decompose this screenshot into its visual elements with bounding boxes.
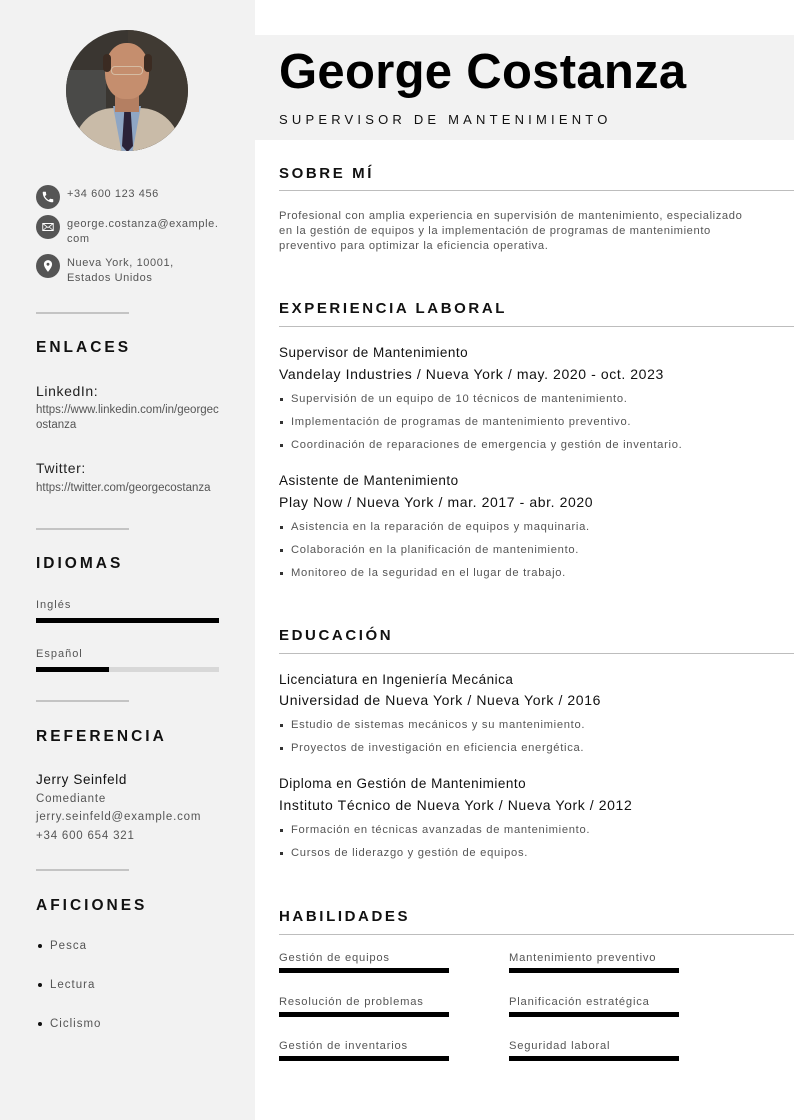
skills-heading: HABILIDADES — [279, 908, 411, 925]
skill-level-fill — [509, 1012, 679, 1017]
job-subtitle: Vandelay Industries / Nueva York / may. 2020 - oct. 2023 — [279, 366, 664, 382]
skill-name: Resolución de problemas — [279, 996, 424, 1008]
skill-level-bar — [279, 1056, 449, 1061]
candidate-role: SUPERVISOR DE MANTENIMIENTO — [279, 112, 612, 127]
degree-bullet: Proyectos de investigación en eficiencia energética. — [279, 742, 584, 754]
divider — [36, 869, 129, 871]
skill-name: Gestión de inventarios — [279, 1040, 408, 1052]
divider — [36, 700, 129, 702]
skill-level-fill — [279, 1056, 449, 1061]
contact-address — [36, 254, 236, 286]
language-level-bar — [36, 667, 219, 672]
section-rule — [279, 934, 794, 935]
language-level-bar — [36, 618, 219, 623]
job-bullet: Coordinación de reparaciones de emergencia y gestión de inventario. — [279, 439, 682, 451]
reference-email[interactable]: jerry.seinfeld@example.com — [36, 811, 202, 823]
candidate-name: George Costanza — [279, 45, 687, 99]
envelope-icon — [36, 215, 60, 239]
language-name: Español — [36, 648, 83, 660]
address-text: Nueva York, 10001, Estados Unidos — [67, 257, 174, 284]
linkedin-link[interactable]: https://www.linkedin.com/in/georgecostanza — [36, 404, 219, 431]
language-name: Inglés — [36, 599, 72, 611]
linkedin-label: LinkedIn: — [36, 383, 99, 399]
reference-name: Jerry Seinfeld — [36, 772, 127, 787]
about-text: Profesional con amplia experiencia en supervisión de mantenimiento, especializado en la gestión de equipos y la implementación de programas de mantenimiento preventivo para optimizar la eficiencia operativa. — [279, 210, 743, 252]
email-text[interactable]: george.costanza@example.com — [67, 218, 219, 245]
degree-subtitle: Universidad de Nueva York / Nueva York / 2016 — [279, 692, 601, 708]
degree-subtitle: Instituto Técnico de Nueva York / Nueva York / 2012 — [279, 797, 633, 813]
skill-item — [509, 1040, 679, 1061]
links-heading: ENLACES — [36, 339, 132, 356]
hobbies-heading: AFICIONES — [36, 897, 148, 914]
divider — [36, 528, 129, 530]
section-rule — [279, 326, 794, 327]
bullet-icon — [280, 852, 283, 855]
profile-photo — [66, 30, 188, 151]
job-bullet: Monitoreo de la seguridad en el lugar de trabajo. — [279, 567, 566, 579]
skill-name: Mantenimiento preventivo — [509, 952, 657, 964]
bullet-icon — [280, 421, 283, 424]
job-title: Asistente de Mantenimiento — [279, 473, 459, 488]
twitter-label: Twitter: — [36, 460, 86, 476]
section-rule — [279, 190, 794, 191]
twitter-link[interactable]: https://twitter.com/georgecostanza — [36, 482, 211, 494]
skill-level-bar — [509, 1012, 679, 1017]
skill-item — [279, 996, 449, 1017]
skill-level-bar — [509, 968, 679, 973]
contact-email[interactable] — [36, 215, 236, 247]
bullet-icon — [38, 1022, 42, 1026]
reference-title: Comediante — [36, 793, 107, 805]
skill-name: Planificación estratégica — [509, 996, 650, 1008]
job-title: Supervisor de Mantenimiento — [279, 345, 469, 360]
hobby-item: Pesca — [36, 940, 87, 952]
bullet-icon — [280, 526, 283, 529]
skill-name: Seguridad laboral — [509, 1040, 611, 1052]
education-heading: EDUCACIÓN — [279, 627, 394, 644]
phone-text: +34 600 123 456 — [67, 188, 159, 200]
skill-level-fill — [279, 1012, 449, 1017]
job-bullet: Supervisión de un equipo de 10 técnicos de mantenimiento. — [279, 393, 628, 405]
sidebar — [0, 0, 255, 1120]
bullet-icon — [38, 983, 42, 987]
map-pin-icon — [36, 254, 60, 278]
job-subtitle: Play Now / Nueva York / mar. 2017 - abr. 2020 — [279, 494, 594, 510]
bullet-icon — [280, 398, 283, 401]
degree-title: Diploma en Gestión de Mantenimiento — [279, 776, 527, 791]
language-level-fill — [36, 667, 109, 672]
reference-heading: REFERENCIA — [36, 728, 167, 745]
hobby-item: Lectura — [36, 979, 95, 991]
hobby-item: Ciclismo — [36, 1018, 101, 1030]
bullet-icon — [38, 944, 42, 948]
language-level-fill — [36, 618, 219, 623]
bullet-icon — [280, 724, 283, 727]
divider — [36, 312, 129, 314]
reference-phone: +34 600 654 321 — [36, 830, 135, 842]
degree-title: Licenciatura en Ingeniería Mecánica — [279, 672, 514, 687]
skill-level-bar — [279, 1012, 449, 1017]
job-bullet: Asistencia en la reparación de equipos y maquinaria. — [279, 521, 590, 533]
contact-phone — [36, 185, 236, 209]
skill-level-bar — [509, 1056, 679, 1061]
skill-item — [279, 952, 449, 973]
skill-item — [509, 996, 679, 1017]
bullet-icon — [280, 829, 283, 832]
skill-level-fill — [509, 968, 679, 973]
job-bullet: Colaboración en la planificación de mantenimiento. — [279, 544, 579, 556]
skill-level-fill — [509, 1056, 679, 1061]
skill-item — [279, 1040, 449, 1061]
bullet-icon — [280, 549, 283, 552]
job-bullet: Implementación de programas de mantenimiento preventivo. — [279, 416, 631, 428]
bullet-icon — [280, 572, 283, 575]
bullet-icon — [280, 747, 283, 750]
languages-heading: IDIOMAS — [36, 555, 124, 572]
skill-item — [509, 952, 679, 973]
degree-bullet: Formación en técnicas avanzadas de mantenimiento. — [279, 824, 590, 836]
section-rule — [279, 653, 794, 654]
degree-bullet: Estudio de sistemas mecánicos y su mantenimiento. — [279, 719, 585, 731]
phone-icon — [36, 185, 60, 209]
skill-name: Gestión de equipos — [279, 952, 390, 964]
about-heading: SOBRE MÍ — [279, 165, 374, 182]
skill-level-fill — [279, 968, 449, 973]
skill-level-bar — [279, 968, 449, 973]
bullet-icon — [280, 444, 283, 447]
experience-heading: EXPERIENCIA LABORAL — [279, 300, 508, 317]
degree-bullet: Cursos de liderazgo y gestión de equipos. — [279, 847, 528, 859]
